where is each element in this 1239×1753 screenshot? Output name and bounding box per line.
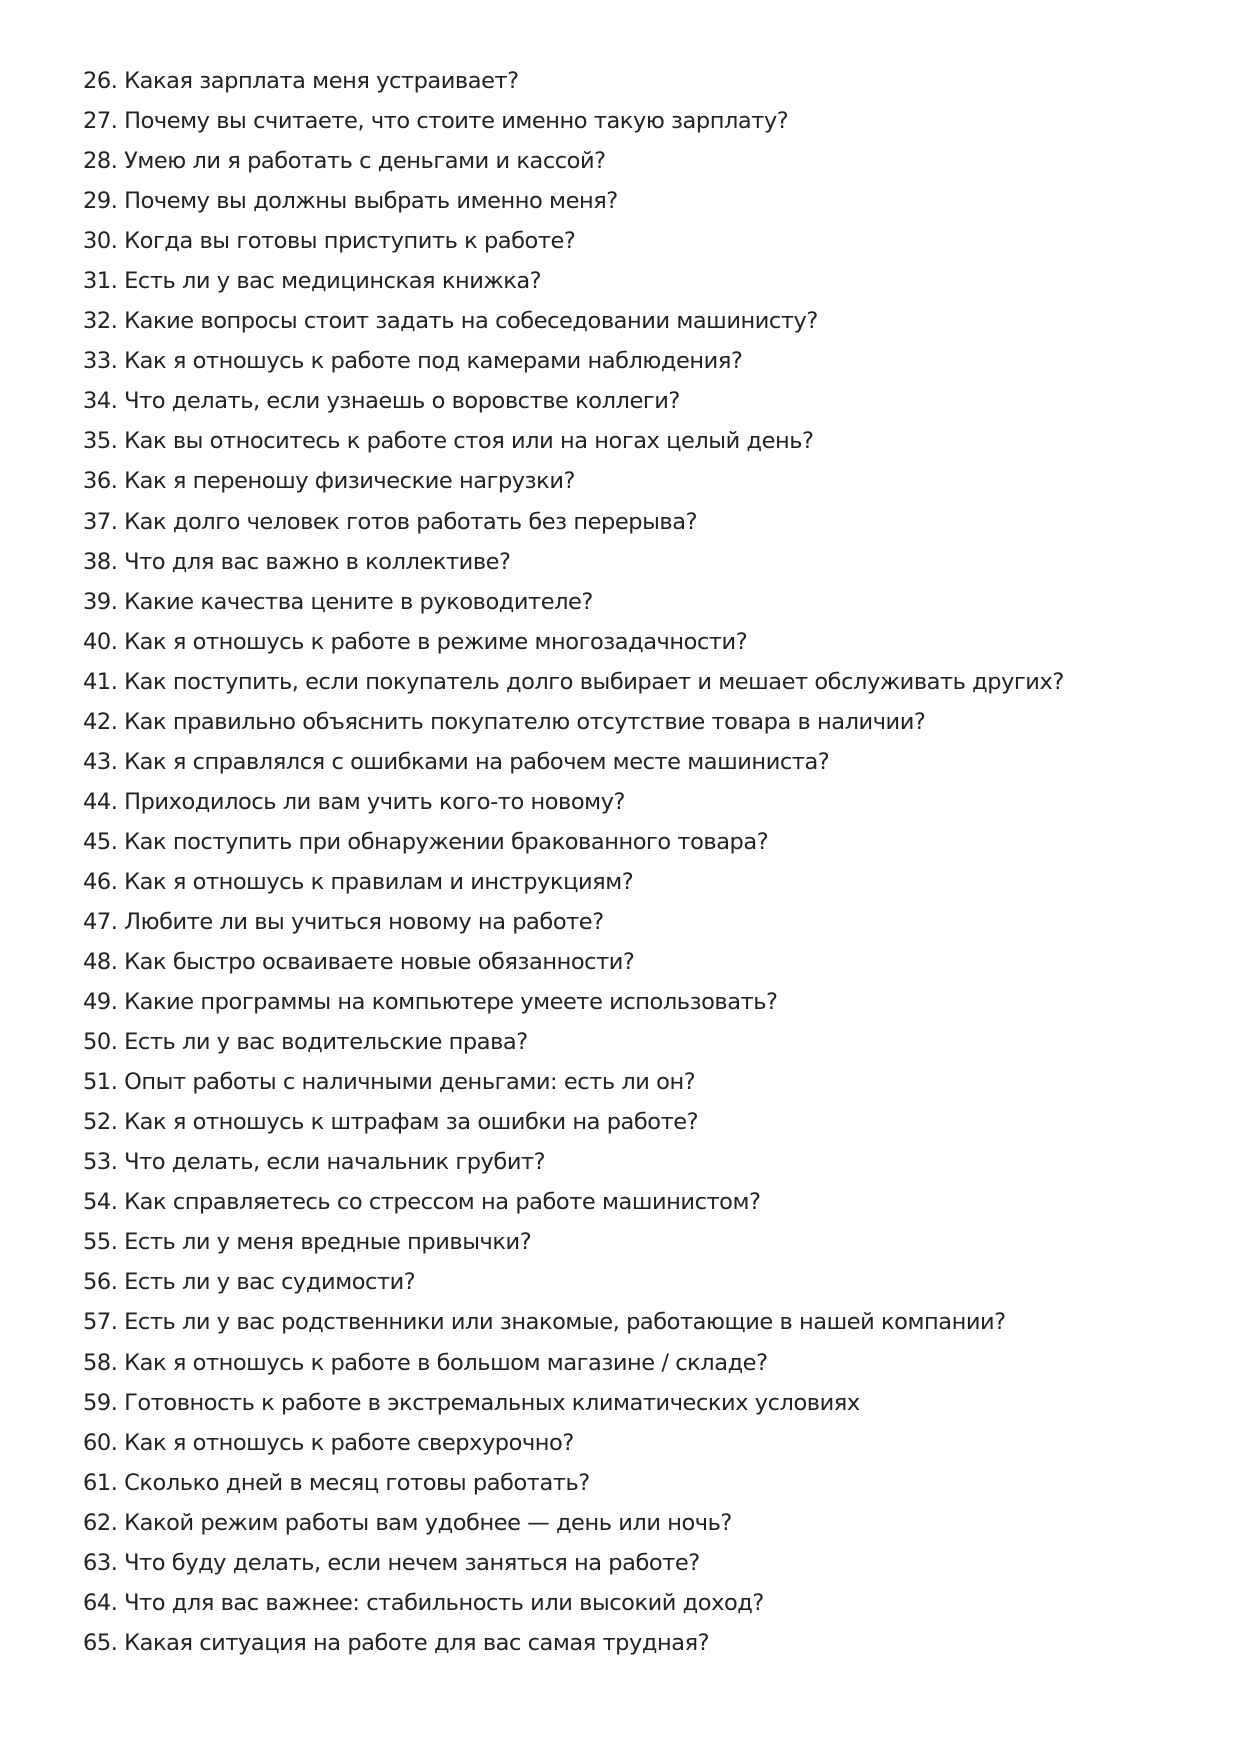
question-item: 35. Как вы относитесь к работе стоя или на ногах целый день? bbox=[83, 428, 814, 455]
question-item: 50. Есть ли у вас водительские права? bbox=[83, 1029, 528, 1056]
question-item: 61. Сколько дней в месяц готовы работать? bbox=[83, 1469, 590, 1496]
question-item: 65. Какая ситуация на работе для вас самая трудная? bbox=[83, 1629, 710, 1656]
question-item: 37. Как долго человек готов работать без перерыва? bbox=[83, 508, 698, 535]
question-item: 38. Что для вас важно в коллективе? bbox=[83, 548, 511, 575]
question-item: 48. Как быстро осваиваете новые обязанности? bbox=[83, 949, 635, 976]
question-item: 62. Какой режим работы вам удобнее — день или ночь? bbox=[83, 1509, 732, 1536]
question-item: 31. Есть ли у вас медицинская книжка? bbox=[83, 268, 542, 295]
question-item: 27. Почему вы считаете, что стоите именно такую зарплату? bbox=[83, 108, 789, 135]
question-item: 54. Как справляетесь со стрессом на работе машинистом? bbox=[83, 1189, 761, 1216]
question-item: 42. Как правильно объяснить покупателю отсутствие товара в наличии? bbox=[83, 708, 926, 735]
question-item: 41. Как поступить, если покупатель долго выбирает и мешает обслуживать других? bbox=[83, 668, 1064, 695]
question-item: 58. Как я отношусь к работе в большом магазине / складе? bbox=[83, 1349, 768, 1376]
question-item: 36. Как я переношу физические нагрузки? bbox=[83, 468, 575, 495]
question-item: 39. Какие качества цените в руководителе? bbox=[83, 588, 593, 615]
question-item: 53. Что делать, если начальник грубит? bbox=[83, 1149, 546, 1176]
question-item: 43. Как я справлялся с ошибками на рабочем месте машиниста? bbox=[83, 748, 830, 775]
question-item: 32. Какие вопросы стоит задать на собеседовании машинисту? bbox=[83, 308, 818, 335]
question-item: 49. Какие программы на компьютере умеете использовать? bbox=[83, 989, 778, 1016]
question-item: 47. Любите ли вы учиться новому на работе? bbox=[83, 908, 604, 935]
question-item: 46. Как я отношусь к правилам и инструкциям? bbox=[83, 868, 634, 895]
question-item: 55. Есть ли у меня вредные привычки? bbox=[83, 1229, 532, 1256]
question-item: 64. Что для вас важнее: стабильность или высокий доход? bbox=[83, 1589, 764, 1616]
question-list bbox=[83, 61, 1183, 1663]
question-item: 63. Что буду делать, если нечем заняться на работе? bbox=[83, 1549, 700, 1576]
question-item: 30. Когда вы готовы приступить к работе? bbox=[83, 228, 576, 255]
question-item: 29. Почему вы должны выбрать именно меня? bbox=[83, 188, 618, 215]
question-item: 34. Что делать, если узнаешь о воровстве коллеги? bbox=[83, 388, 680, 415]
question-item: 33. Как я отношусь к работе под камерами наблюдения? bbox=[83, 348, 743, 375]
question-item: 56. Есть ли у вас судимости? bbox=[83, 1269, 416, 1296]
question-item: 44. Приходилось ли вам учить кого-то новому? bbox=[83, 788, 626, 815]
question-item: 52. Как я отношусь к штрафам за ошибки на работе? bbox=[83, 1109, 699, 1136]
question-item: 45. Как поступить при обнаружении бракованного товара? bbox=[83, 828, 769, 855]
question-item: 28. Умею ли я работать с деньгами и кассой? bbox=[83, 148, 606, 175]
question-item: 60. Как я отношусь к работе сверхурочно? bbox=[83, 1429, 574, 1456]
question-item: 59. Готовность к работе в экстремальных климатических условиях bbox=[83, 1389, 860, 1416]
question-item: 51. Опыт работы с наличными деньгами: есть ли он? bbox=[83, 1069, 696, 1096]
question-item: 57. Есть ли у вас родственники или знакомые, работающие в нашей компании? bbox=[83, 1309, 1006, 1336]
question-item: 26. Какая зарплата меня устраивает? bbox=[83, 68, 519, 94]
question-item: 40. Как я отношусь к работе в режиме многозадачности? bbox=[83, 628, 748, 655]
